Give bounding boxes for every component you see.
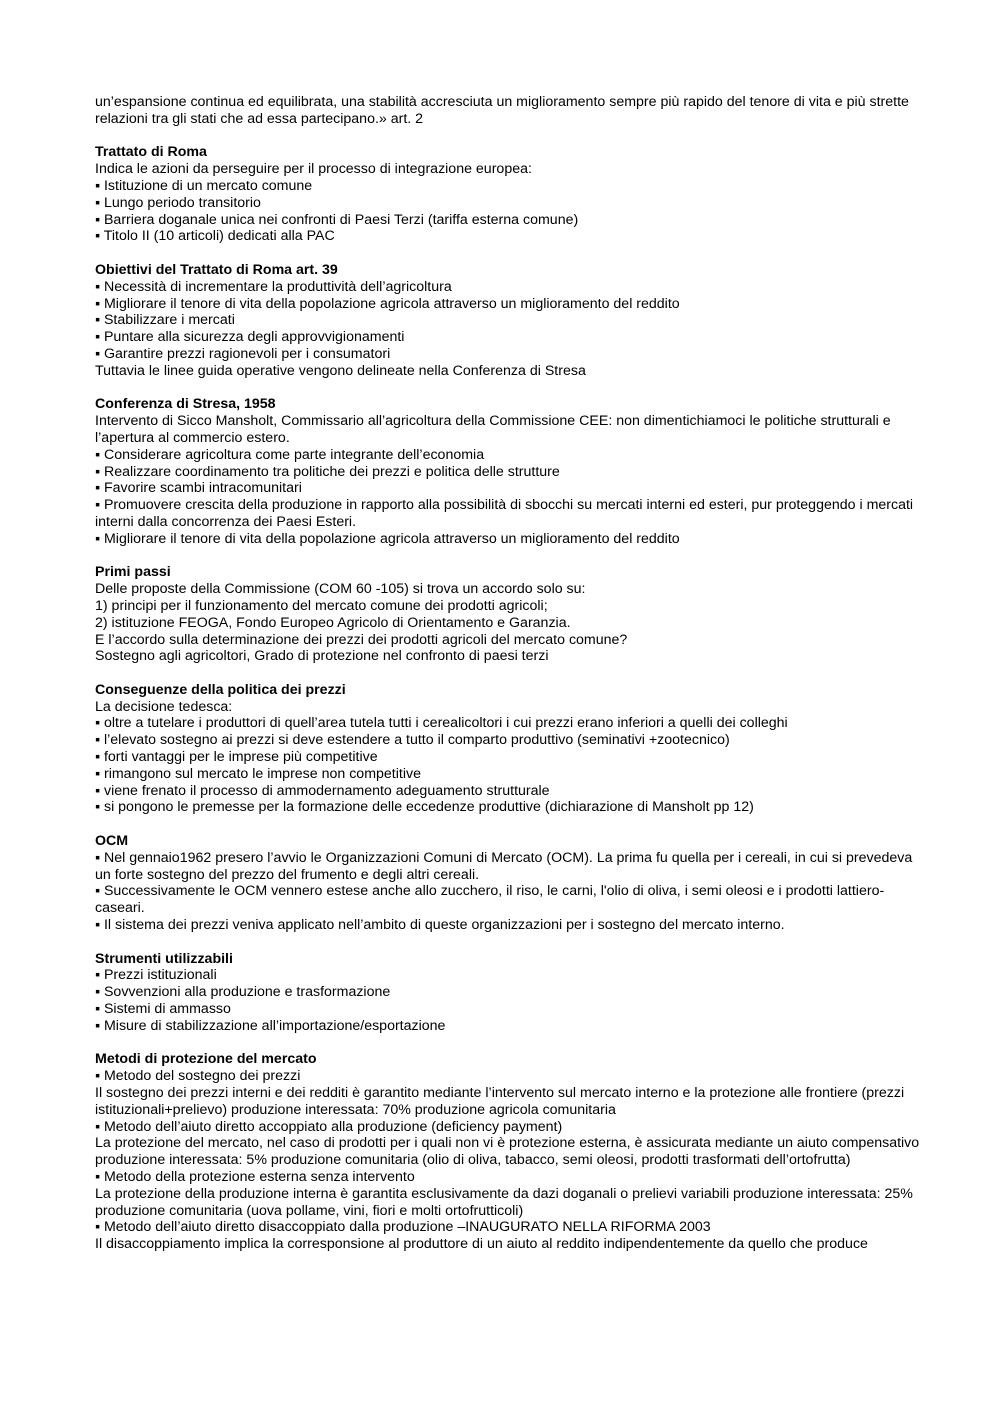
bullet-item: ▪ Successivamente le OCM vennero estese anche allo zucchero, il riso, le carni, l'olio di oliva, i semi oleosi e i prodotti lattiero-caseari. (95, 883, 885, 917)
bullet-item: ▪ Favorire scambi intracomunitari (95, 480, 302, 497)
text-line: La decisione tedesca: (95, 698, 233, 715)
text-line: La protezione del mercato, nel caso di prodotti per i quali non vi è protezione esterna, è assicurata mediante un aiuto compensativo produzione interessata: 5% produzione comunitaria (olio di oliva, tabacco, semi oleosi, prodotti trasformati dell’ortofrutta) (95, 1135, 920, 1169)
section-heading: Conferenza di Stresa, 1958 (95, 396, 276, 413)
section-obiettivi (95, 262, 920, 380)
bullet-item: ▪ l’elevato sostegno ai prezzi si deve estendere a tutto il comparto produttivo (seminativi +zootecnico) (95, 732, 730, 749)
bullet-item: ▪ Misure di stabilizzazione all’importazione/esportazione (95, 1017, 446, 1034)
section-metodi-protezione (95, 1051, 920, 1253)
intro-paragraph: un’espansione continua ed equilibrata, una stabilità accresciuta un miglioramento sempre più rapido del tenore di vita e più strette relazioni tra gli stati che ad essa partecipano.» art. 2 (95, 94, 909, 127)
text-line: La protezione della produzione interna è garantita esclusivamente da dazi doganali o prelievi variabili produzione interessata: 25% produzione comunitaria (uova pollame, vini, fiori e molti ortofrutticoli) (95, 1185, 913, 1219)
bullet-item: ▪ Barriera doganale unica nei confronti di Paesi Terzi (tariffa esterna comune) (95, 211, 579, 228)
numbered-item: 1) principi per il funzionamento del mercato comune dei prodotti agricoli; (95, 597, 548, 614)
bullet-item: ▪ Considerare agricoltura come parte integrante dell’economia (95, 446, 485, 463)
bullet-item: ▪ Sistemi di ammasso (95, 1001, 231, 1018)
bullet-item: ▪ Migliorare il tenore di vita della popolazione agricola attraverso un miglioramento del reddito (95, 530, 680, 547)
bullet-item: ▪ Puntare alla sicurezza degli approvvigionamenti (95, 329, 405, 346)
section-strumenti (95, 951, 920, 1035)
bullet-item: ▪ Istituzione di un mercato comune (95, 177, 313, 194)
section-ocm (95, 833, 920, 934)
bullet-item: ▪ Garantire prezzi ragionevoli per i consumatori (95, 345, 391, 362)
bullet-item: ▪ Sovvenzioni alla produzione e trasformazione (95, 984, 391, 1001)
section-heading: Trattato di Roma (95, 144, 207, 161)
bullet-item: ▪ oltre a tutelare i produttori di quell’area tutela tutti i cerealicoltori i cui prezzi erano inferiori a quelli dei colleghi (95, 715, 788, 732)
text-line: Sostegno agli agricoltori, Grado di protezione nel confronto di paesi terzi (95, 648, 549, 665)
text-line: Delle proposte della Commissione (COM 60 -105) si trova un accordo solo su: (95, 581, 586, 598)
bullet-item: ▪ viene frenato il processo di ammodernamento adeguamento strutturale (95, 782, 550, 799)
bullet-item: ▪ forti vantaggi per le imprese più competitive (95, 749, 378, 766)
intro-section (95, 94, 920, 128)
bullet-item: ▪ Metodo dell’aiuto diretto disaccoppiato dalla produzione –INAUGURATO NELLA RIFORMA 2003 (95, 1219, 711, 1236)
section-heading: Strumenti utilizzabili (95, 950, 233, 967)
bullet-item: ▪ Promuovere crescita della produzione in rapporto alla possibilità di sbocchi su mercati interni ed esteri, pur proteggendo i mercati interni dalla concorrenza dei Paesi Esteri. (95, 497, 914, 530)
bullet-item: ▪ Migliorare il tenore di vita della popolazione agricola attraverso un miglioramento del reddito (95, 295, 680, 312)
bullet-item: ▪ si pongono le premesse per la formazione delle eccedenze produttive (dichiarazione di Mansholt pp 12) (95, 799, 754, 816)
section-heading: Metodi di protezione del mercato (95, 1051, 317, 1068)
numbered-item: 2) istituzione FEOGA, Fondo Europeo Agricolo di Orientamento e Garanzia. (95, 614, 571, 631)
bullet-item: ▪ Realizzare coordinamento tra politiche dei prezzi e politica delle strutture (95, 463, 560, 480)
section-heading: Primi passi (95, 564, 171, 581)
bullet-item: ▪ rimangono sul mercato le imprese non competitive (95, 765, 421, 782)
section-trattato-di-roma (95, 144, 920, 245)
bullet-item: ▪ Lungo periodo transitorio (95, 194, 261, 211)
text-line: Tuttavia le linee guida operative vengono delineate nella Conferenza di Stresa (95, 362, 586, 379)
bullet-item: ▪ Il sistema dei prezzi veniva applicato nell’ambito di queste organizzazioni per i sostegno del mercato interno. (95, 917, 785, 934)
section-conseguenze (95, 682, 920, 816)
bullet-item: ▪ Stabilizzare i mercati (95, 312, 235, 329)
bullet-item: ▪ Metodo del sostegno dei prezzi (95, 1068, 301, 1085)
bullet-item: ▪ Metodo dell’aiuto diretto accoppiato alla produzione (deficiency payment) (95, 1118, 563, 1135)
bullet-item: ▪ Metodo della protezione esterna senza intervento (95, 1169, 415, 1185)
text-line: Il disaccoppiamento implica la corresponsione al produttore di un aiuto al reddito indipendentemente da quello che produce (95, 1236, 868, 1253)
section-primi-passi (95, 564, 920, 665)
bullet-item: ▪ Prezzi istituzionali (95, 967, 217, 984)
bullet-item: ▪ Titolo II (10 articoli) dedicati alla PAC (95, 228, 335, 245)
section-heading: Conseguenze della politica dei prezzi (95, 681, 346, 698)
section-heading: Obiettivi del Trattato di Roma art. 39 (95, 261, 338, 278)
text-line: Intervento di Sicco Mansholt, Commissario all’agricoltura della Commissione CEE: non dimentichiamoci le politiche strutturali e l’apertura al commercio estero. (95, 413, 891, 446)
text-line: Il sostegno dei prezzi interni e dei redditi è garantito mediante l’intervento sul mercato interno e la protezione alle frontiere (prezzi istituzionali+prelievo) produzione interessata: 70% produzione agricola comunitaria (95, 1085, 905, 1118)
text-line: E l’accordo sulla determinazione dei prezzi dei prodotti agricoli del mercato comune? (95, 631, 628, 648)
bullet-item: ▪ Nel gennaio1962 presero l’avvio le Organizzazioni Comuni di Mercato (OCM). La prima fu quella per i cereali, in cui si prevedeva un forte sostegno del prezzo del frumento e degli altri cereali. (95, 849, 913, 883)
bullet-item: ▪ Necessità di incrementare la produttività dell’agricoltura (95, 278, 452, 295)
section-heading: OCM (95, 833, 129, 850)
text-line: Indica le azioni da perseguire per il processo di integrazione europea: (95, 161, 532, 178)
section-conferenza-stresa (95, 396, 920, 547)
